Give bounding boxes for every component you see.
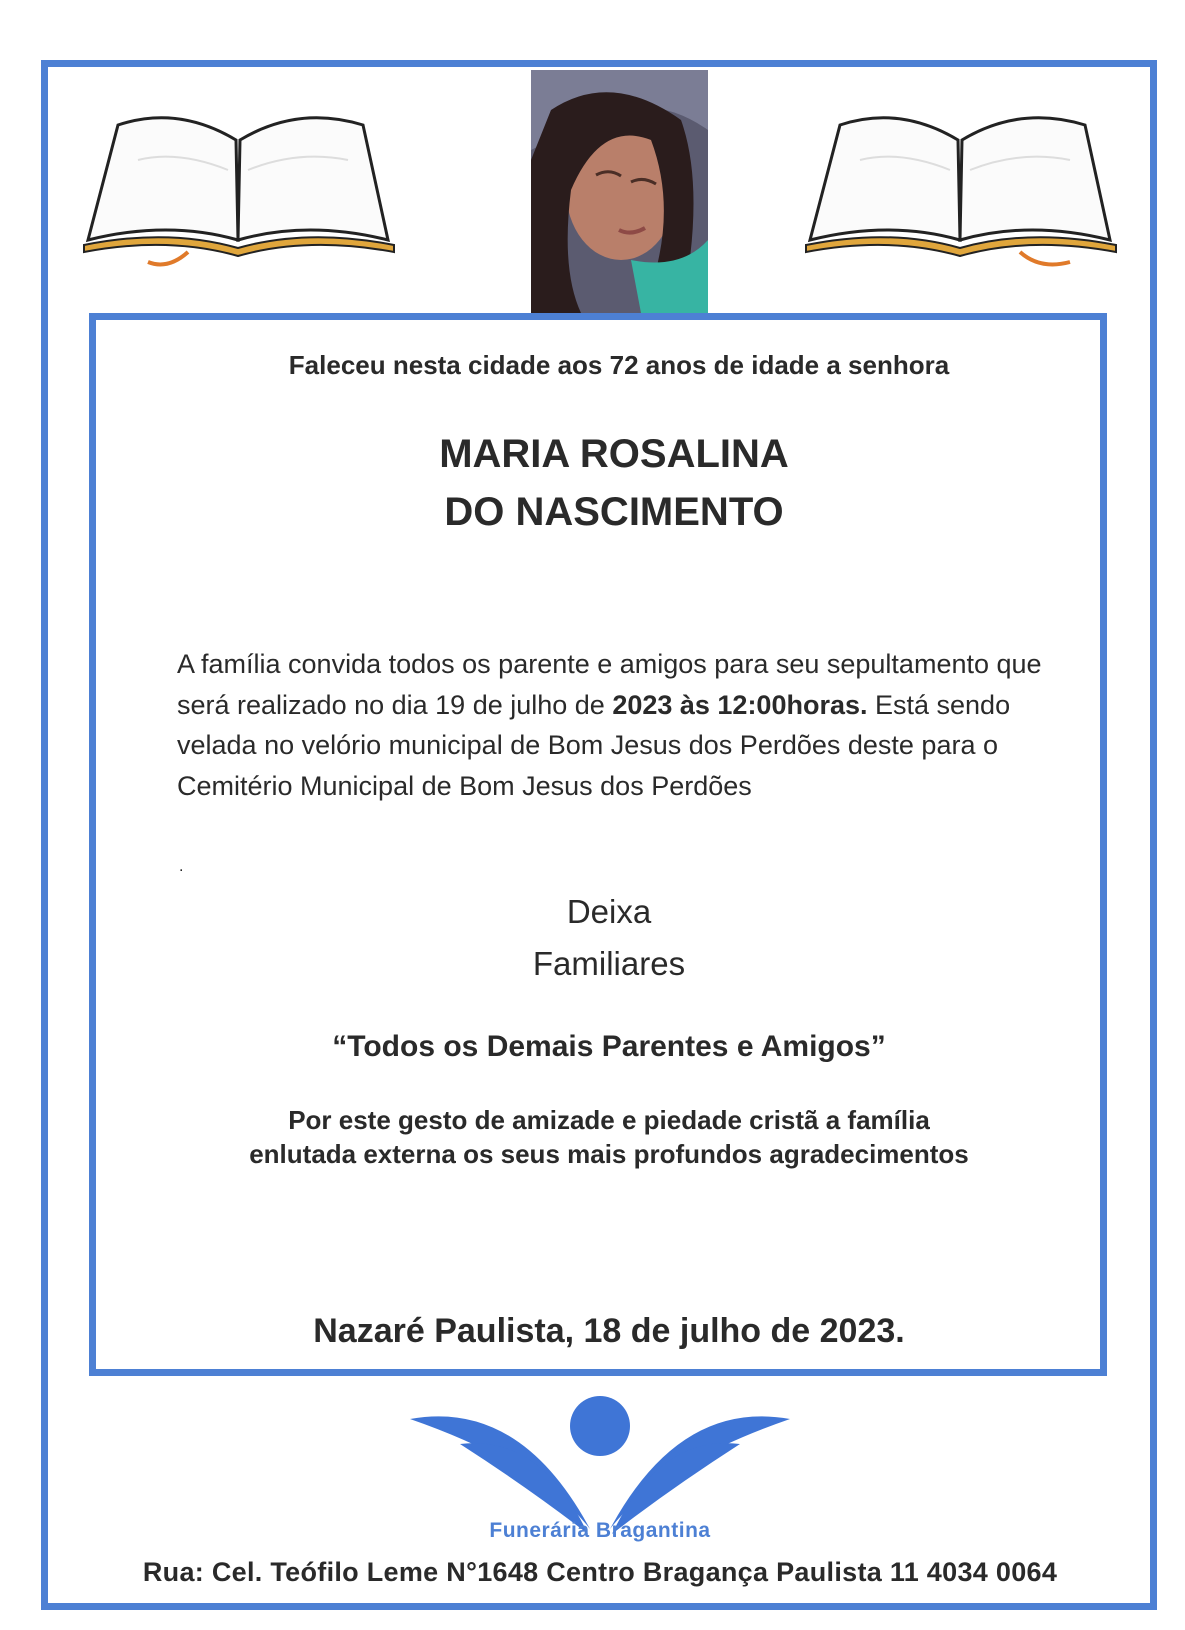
invitation-text-2: Está sendo velada no velório municipal de Bom Jesus dos Perdões deste para o Cemitério Municipal de Bom Jesus dos Perdões	[177, 689, 1011, 801]
deceased-name-line2: DO NASCIMENTO	[444, 490, 784, 534]
leaves-value: Familiares	[532, 945, 686, 982]
funeral-home-address: Rua: Cel. Teófilo Leme N°1648 Centro Bragança Paulista 11 4034 0064	[142, 1557, 1058, 1587]
stray-dot: .	[179, 858, 184, 875]
open-bible-icon	[800, 100, 1130, 280]
invitation-text-1: A família convida todos os parente e amigos para seu sepultamento que será realizado no dia 19 de julho de	[177, 649, 1042, 720]
leaves-label: Deixa	[566, 893, 652, 930]
intro-text: Faleceu nesta cidade aos 72 anos de idade a senhora	[288, 350, 950, 380]
open-bible-icon	[78, 100, 408, 280]
invitation-datetime: 2023 às 12:00horas.	[612, 689, 868, 720]
deceased-name-line1: MARIA ROSALINA	[439, 432, 789, 476]
dateline: Nazaré Paulista, 18 de julho de 2023.	[313, 1312, 905, 1350]
thanks-line-2: enlutada externa os seus mais profundos agradecimentos	[249, 1139, 969, 1169]
funeral-home-name: Funerária Bragantina	[489, 1519, 711, 1542]
thanks-text	[89, 1103, 1129, 1171]
quote-text: “Todos os Demais Parentes e Amigos”	[332, 1030, 886, 1063]
thanks-line-1: Por este gesto de amizade e piedade cristã a família	[288, 1105, 930, 1135]
deceased-photo	[531, 70, 708, 313]
funeral-invitation	[177, 644, 1057, 806]
